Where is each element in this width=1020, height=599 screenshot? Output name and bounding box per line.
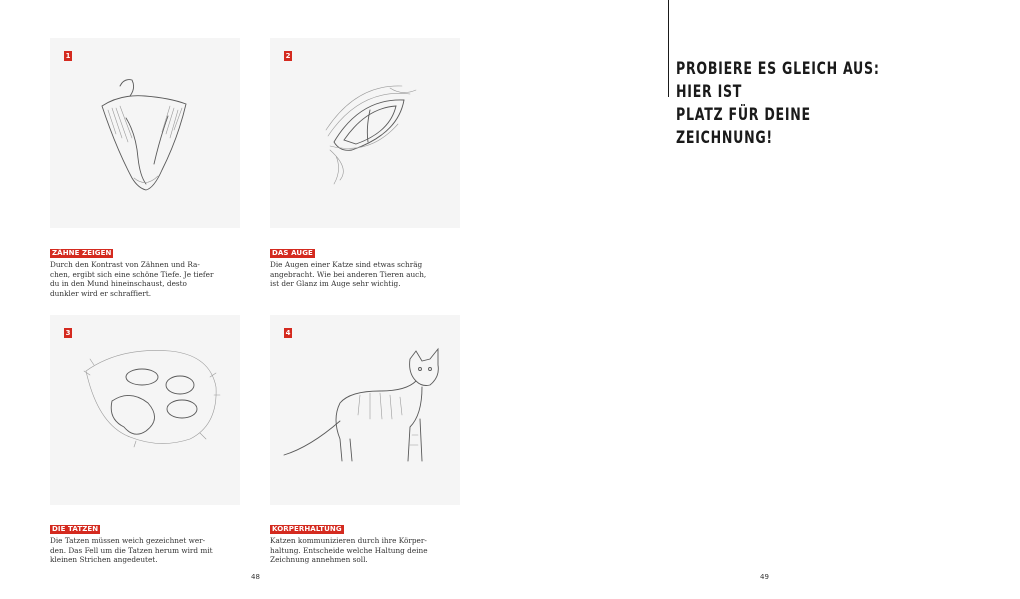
step-number-badge: 2 bbox=[285, 52, 291, 60]
paw-sketch-illustration bbox=[50, 315, 240, 505]
caption-title: DIE TATZEN bbox=[52, 525, 99, 533]
sketch-panel-cat-posture bbox=[270, 315, 460, 505]
step-number-badge: 1 bbox=[65, 52, 71, 60]
page-number-left: 48 bbox=[251, 573, 260, 581]
caption-text: Die Augen einer Katze sind etwas schräg angebracht. Wie bei anderen Tieren auch, ist der Glanz im Auge sehr wichtig. bbox=[270, 260, 427, 289]
cat-sketch-illustration bbox=[270, 315, 460, 505]
caption-title: DAS AUGE bbox=[272, 249, 313, 257]
right-page bbox=[510, 0, 1020, 599]
teeth-sketch-illustration bbox=[50, 38, 240, 228]
sketch-panel-paws bbox=[50, 315, 240, 505]
sketch-panel-eye bbox=[270, 38, 460, 228]
headline-rule bbox=[668, 0, 669, 97]
eye-sketch-illustration bbox=[270, 38, 460, 228]
caption-text: Durch den Kontrast von Zähnen und Ra- chen, ergibt sich eine schöne Tiefe. Je tiefer du in den Mund hineinschaust, desto dunkler wird er schraffiert. bbox=[50, 260, 214, 298]
caption-text: Katzen kommunizieren durch ihre Körper- haltung. Entscheide welche Haltung deine Zeichnung annehmen soll. bbox=[270, 536, 428, 565]
caption-text: Die Tatzen müssen weich gezeichnet wer- den. Das Fell um die Tatzen herum wird mit kleinen Strichen angedeutet. bbox=[50, 536, 213, 565]
page-headline: PROBIERE ES GLEICH AUS: HIER IST PLATZ FÜR DEINE ZEICHNUNG! bbox=[676, 59, 880, 148]
step-number-badge: 3 bbox=[65, 329, 71, 337]
step-number-badge: 4 bbox=[285, 329, 291, 337]
sketch-panel-teeth bbox=[50, 38, 240, 228]
caption-paws bbox=[50, 516, 230, 565]
caption-cat-posture bbox=[270, 516, 450, 565]
caption-eye bbox=[270, 240, 450, 289]
page-number-right: 49 bbox=[760, 573, 769, 581]
caption-teeth bbox=[50, 240, 230, 298]
caption-title: KÖRPERHALTUNG bbox=[272, 525, 342, 533]
caption-title: ZÄHNE ZEIGEN bbox=[52, 249, 112, 257]
